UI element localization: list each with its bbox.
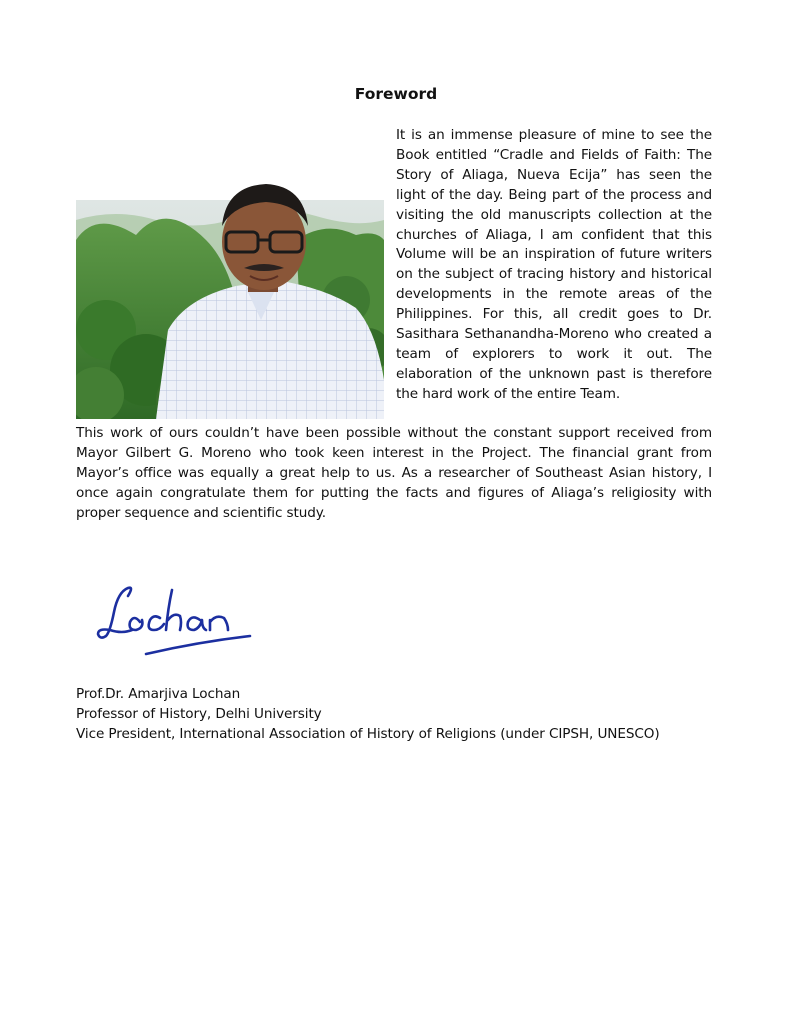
foreword-paragraph-1: It is an immense pleasure of mine to see the Book entitled “Cradle and Fields of Faith: The Story of Aliaga, Nueva Ecija” has seen the light of the day. Being part of the process and visiting the old manuscripts collection at the churches of Aliaga, I am confident that this Volume will be an inspiration of future writers on the subject of tracing history and historical developments in the remote areas of the Philippines. For this, all credit goes to Dr. Sasithara Sethanandha-Moreno who created a team of explorers to work it out. The elaboration of the unknown past is therefore the hard work of the entire Team. (396, 127, 712, 402)
handwritten-signature (88, 578, 258, 664)
author-position: Professor of History, Delhi University (76, 706, 322, 722)
author-name: Prof.Dr. Amarjiva Lochan (76, 686, 241, 702)
foreword-paragraph-2: This work of ours couldn’t have been possible without the constant support received from Mayor Gilbert G. Moreno who took keen interest in the Project. The financial grant from Mayor’s office was equally a great help to us. As a researcher of Southeast Asian history, I once again congratulate them for putting the facts and figures of Aliaga’s religiosity with proper sequence and scientific study. (76, 425, 712, 521)
author-photo (76, 180, 384, 419)
author-affiliation: Vice President, International Association of History of Religions (under CIPSH, UNESCO) (76, 726, 660, 742)
page-title: Foreword (354, 85, 438, 103)
signature-block (76, 684, 756, 744)
